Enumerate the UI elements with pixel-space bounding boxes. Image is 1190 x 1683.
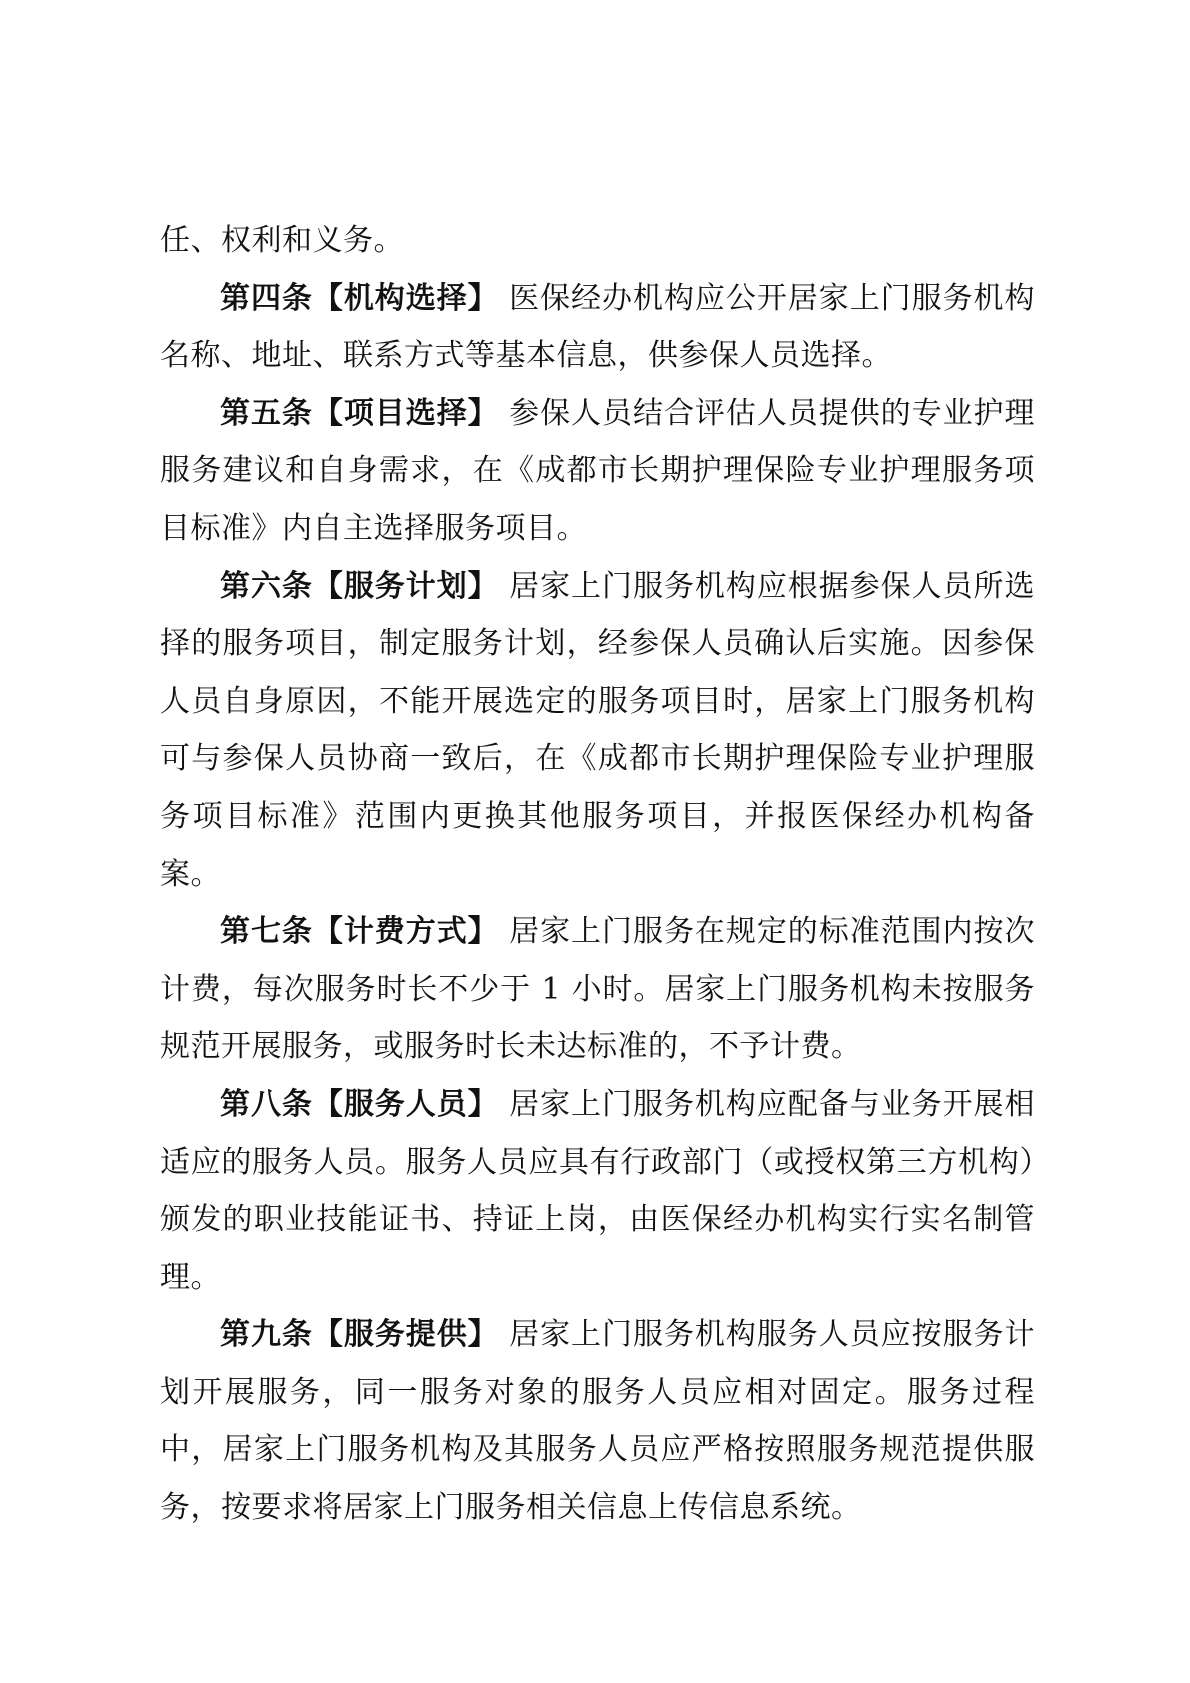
article-text: 居家上门服务在规定的标准范围内按次计费，每次服务时长不少于 1 小时。居家上门服务机构未按服务规范开展服务，或服务时长未达标准的，不予计费。 (160, 914, 1035, 1065)
article-heading: 第八条【服务人员】 (220, 1086, 499, 1122)
article-heading: 第九条【服务提供】 (220, 1317, 499, 1353)
article-9 (160, 1306, 1035, 1536)
article-heading: 第四条【机构选择】 (220, 280, 499, 316)
paragraph-text: 任、权利和义务。 (160, 223, 404, 258)
article-8 (160, 1076, 1035, 1306)
article-text: 居家上门服务机构应配备与业务开展相适应的服务人员。服务人员应具有行政部门（或授权第三方机构）颁发的职业技能证书、持证上岗，由医保经办机构实行实名制管理。 (160, 1086, 1035, 1295)
article-text: 居家上门服务机构服务人员应按服务计划开展服务，同一服务对象的服务人员应相对固定。服务过程中，居家上门服务机构及其服务人员应严格按照服务规范提供服务，按要求将居家上门服务相关信息上传信息系统。 (160, 1317, 1035, 1526)
article-text: 居家上门服务机构应根据参保人员所选择的服务项目，制定服务计划，经参保人员确认后实施。因参保人员自身原因，不能开展选定的服务项目时，居家上门服务机构可与参保人员协商一致后，在《成都市长期护理保险专业护理服务项目标准》范围内更换其他服务项目，并报医保经办机构备案。 (160, 568, 1035, 892)
article-7 (160, 903, 1035, 1076)
article-6 (160, 558, 1035, 904)
article-text: 参保人员结合评估人员提供的专业护理服务建议和自身需求，在《成都市长期护理保险专业护理服务项目标准》内自主选择服务项目。 (160, 395, 1035, 546)
article-4 (160, 270, 1035, 385)
paragraph-continuation (160, 212, 1035, 270)
article-text: 医保经办机构应公开居家上门服务机构名称、地址、联系方式等基本信息，供参保人员选择。 (160, 280, 1035, 374)
document-page (160, 212, 1035, 1537)
article-heading: 第六条【服务计划】 (220, 568, 499, 604)
article-heading: 第七条【计费方式】 (220, 914, 499, 950)
article-5 (160, 385, 1035, 558)
article-heading: 第五条【项目选择】 (220, 395, 499, 431)
